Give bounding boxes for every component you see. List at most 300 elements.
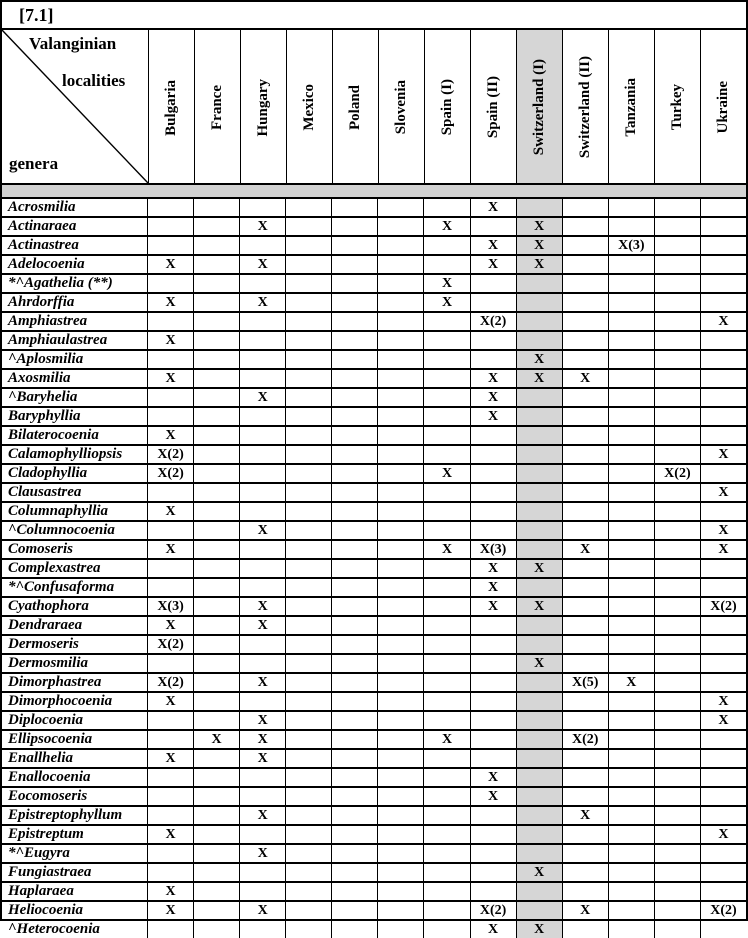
matrix-cell (377, 370, 423, 387)
table-row (2, 672, 746, 691)
column-header-bulgaria (149, 30, 194, 183)
matrix-cell (608, 332, 654, 349)
presence-mark: X (470, 921, 516, 938)
matrix-cell (331, 579, 377, 596)
matrix-cell (239, 332, 285, 349)
matrix-cell (331, 807, 377, 824)
matrix-cell (562, 256, 608, 273)
matrix-cell (516, 541, 562, 558)
matrix-cell (470, 864, 516, 881)
matrix-cell (239, 503, 285, 520)
matrix-cell (654, 902, 700, 919)
matrix-cell (423, 788, 469, 805)
matrix-cell (285, 446, 331, 463)
genus-name: Enallocoenia (2, 769, 148, 786)
column-header-label: Ukraine (715, 81, 731, 134)
genus-name: Actinastrea (2, 237, 148, 254)
matrix-cell (470, 351, 516, 368)
matrix-cell (654, 332, 700, 349)
matrix-cell (562, 655, 608, 672)
presence-mark: X (239, 712, 285, 729)
matrix-cell (193, 788, 239, 805)
matrix-cell (423, 750, 469, 767)
matrix-cell (608, 408, 654, 425)
matrix-cell (700, 218, 746, 235)
column-header-mexico (286, 30, 332, 183)
matrix-cell (239, 313, 285, 330)
matrix-cell (470, 218, 516, 235)
matrix-cell (423, 313, 469, 330)
presence-mark: X (239, 845, 285, 862)
matrix-cell (285, 237, 331, 254)
table-row (2, 330, 746, 349)
matrix-cell (377, 218, 423, 235)
presence-mark: X (470, 788, 516, 805)
matrix-cell (608, 712, 654, 729)
matrix-cell (562, 199, 608, 216)
table-row (2, 292, 746, 311)
table-row (2, 862, 746, 881)
matrix-cell (377, 598, 423, 615)
table-row (2, 615, 746, 634)
matrix-cell (331, 465, 377, 482)
genus-name: Cyathophora (2, 598, 148, 615)
matrix-cell (654, 484, 700, 501)
matrix-cell (193, 541, 239, 558)
matrix-cell (423, 674, 469, 691)
matrix-cell (331, 313, 377, 330)
column-headers (149, 30, 746, 183)
matrix-cell (331, 655, 377, 672)
matrix-cell (331, 712, 377, 729)
matrix-cell (285, 902, 331, 919)
presence-mark: X (516, 655, 562, 672)
matrix-cell (148, 522, 193, 539)
matrix-cell (516, 294, 562, 311)
matrix-cell (193, 256, 239, 273)
matrix-cell (239, 864, 285, 881)
matrix-cell (285, 788, 331, 805)
presence-mark: X(2) (654, 465, 700, 482)
matrix-cell (700, 864, 746, 881)
matrix-cell (608, 807, 654, 824)
matrix-cell (654, 503, 700, 520)
matrix-cell (377, 427, 423, 444)
matrix-cell (470, 693, 516, 710)
column-header-hungary (240, 30, 286, 183)
column-header-ukraine (700, 30, 746, 183)
presence-mark: X (239, 218, 285, 235)
matrix-cell (285, 332, 331, 349)
presence-mark: X (700, 522, 746, 539)
matrix-cell (239, 275, 285, 292)
matrix-cell (239, 484, 285, 501)
matrix-cell (654, 351, 700, 368)
matrix-cell (654, 845, 700, 862)
matrix-cell (608, 617, 654, 634)
column-header-tanzania (608, 30, 654, 183)
genus-name: Columnaphyllia (2, 503, 148, 520)
matrix-cell (148, 484, 193, 501)
matrix-cell (608, 921, 654, 938)
matrix-cell (470, 617, 516, 634)
matrix-cell (423, 807, 469, 824)
column-header-label: Tanzania (623, 78, 639, 137)
matrix-cell (423, 864, 469, 881)
matrix-cell (700, 731, 746, 748)
table-row (2, 368, 746, 387)
matrix-cell (331, 598, 377, 615)
table-header-row (2, 30, 746, 185)
matrix-cell (331, 332, 377, 349)
table-row (2, 748, 746, 767)
matrix-cell (700, 275, 746, 292)
matrix-cell (700, 389, 746, 406)
table-row (2, 482, 746, 501)
matrix-cell (285, 826, 331, 843)
matrix-cell (516, 484, 562, 501)
figure-label: [7.1] (19, 4, 54, 25)
matrix-cell (654, 199, 700, 216)
matrix-cell (562, 332, 608, 349)
matrix-cell (562, 883, 608, 900)
matrix-cell (331, 845, 377, 862)
matrix-cell (608, 636, 654, 653)
matrix-cell (700, 655, 746, 672)
matrix-cell (700, 921, 746, 938)
matrix-cell (239, 769, 285, 786)
matrix-cell (285, 845, 331, 862)
matrix-cell (608, 541, 654, 558)
matrix-cell (331, 693, 377, 710)
matrix-cell (331, 275, 377, 292)
table-row (2, 843, 746, 862)
column-header-label: Slovenia (393, 80, 409, 135)
matrix-cell (654, 294, 700, 311)
matrix-cell (377, 636, 423, 653)
matrix-cell (193, 693, 239, 710)
matrix-cell (423, 408, 469, 425)
matrix-cell (193, 674, 239, 691)
matrix-cell (193, 598, 239, 615)
matrix-cell (193, 769, 239, 786)
presence-mark: X(2) (157, 465, 184, 481)
presence-mark: X (165, 503, 176, 519)
matrix-cell (148, 351, 193, 368)
matrix-cell (700, 807, 746, 824)
matrix-cell (654, 237, 700, 254)
matrix-cell (562, 427, 608, 444)
presence-mark: X(2) (562, 731, 608, 748)
matrix-cell (285, 750, 331, 767)
presence-mark: X(2) (157, 674, 184, 690)
matrix-cell (285, 883, 331, 900)
matrix-cell (285, 218, 331, 235)
matrix-cell (377, 674, 423, 691)
matrix-cell (608, 275, 654, 292)
presence-mark: X (470, 370, 516, 387)
matrix-cell (423, 389, 469, 406)
matrix-cell (239, 693, 285, 710)
genus-name: Calamophylliopsis (2, 446, 148, 463)
matrix-cell (331, 902, 377, 919)
matrix-cell (562, 712, 608, 729)
matrix-cell (423, 579, 469, 596)
matrix-cell (562, 579, 608, 596)
presence-mark: X (239, 902, 285, 919)
matrix-cell (516, 522, 562, 539)
matrix-cell (148, 731, 193, 748)
presence-mark: X(3) (470, 541, 516, 558)
genus-name: Epistreptum (2, 826, 148, 843)
column-header-spain-i (424, 30, 470, 183)
table-row (2, 539, 746, 558)
matrix-cell (654, 883, 700, 900)
table-row (2, 558, 746, 577)
table-row (2, 406, 746, 425)
matrix-cell (331, 731, 377, 748)
matrix-cell (193, 864, 239, 881)
matrix-cell (423, 237, 469, 254)
matrix-cell (377, 902, 423, 919)
matrix-cell (239, 351, 285, 368)
table-row (2, 786, 746, 805)
matrix-cell (239, 788, 285, 805)
matrix-cell (285, 351, 331, 368)
genus-name: Diplocoenia (2, 712, 148, 729)
matrix-cell (516, 788, 562, 805)
matrix-cell (285, 294, 331, 311)
presence-mark: X (562, 902, 608, 919)
genus-name: *^Confusaforma (2, 579, 148, 596)
presence-mark: X (423, 731, 469, 748)
presence-mark: X (516, 921, 562, 938)
table-row (2, 577, 746, 596)
presence-mark: X (562, 370, 608, 387)
matrix-cell (608, 788, 654, 805)
matrix-cell (470, 332, 516, 349)
column-header-label: France (209, 85, 225, 130)
matrix-cell (331, 484, 377, 501)
matrix-cell (193, 522, 239, 539)
matrix-cell (148, 712, 193, 729)
matrix-cell (193, 294, 239, 311)
matrix-cell (423, 370, 469, 387)
matrix-cell (331, 427, 377, 444)
matrix-cell (193, 636, 239, 653)
matrix-cell (608, 731, 654, 748)
matrix-cell (562, 750, 608, 767)
matrix-cell (239, 427, 285, 444)
matrix-cell (148, 275, 193, 292)
presence-mark: X(2) (700, 598, 746, 615)
matrix-cell (285, 636, 331, 653)
matrix-cell (285, 674, 331, 691)
matrix-cell (516, 275, 562, 292)
matrix-cell (470, 826, 516, 843)
matrix-cell (654, 636, 700, 653)
matrix-cell (193, 465, 239, 482)
matrix-cell (516, 750, 562, 767)
matrix-cell (377, 617, 423, 634)
matrix-cell (377, 712, 423, 729)
matrix-cell (377, 826, 423, 843)
column-header-label: Spain (II) (485, 76, 501, 139)
presence-mark: X(2) (700, 902, 746, 919)
presence-mark: X (165, 750, 176, 766)
matrix-cell (239, 237, 285, 254)
matrix-cell (331, 864, 377, 881)
genus-name: ^Heterocoenia (2, 921, 148, 938)
matrix-cell (562, 351, 608, 368)
matrix-cell (654, 788, 700, 805)
matrix-cell (423, 845, 469, 862)
matrix-cell (654, 541, 700, 558)
matrix-cell (148, 788, 193, 805)
matrix-cell (654, 598, 700, 615)
presence-mark: X(2) (157, 446, 184, 462)
matrix-cell (423, 769, 469, 786)
matrix-cell (148, 845, 193, 862)
matrix-cell (423, 655, 469, 672)
matrix-cell (377, 883, 423, 900)
genus-name: Adelocoenia (2, 256, 148, 273)
matrix-cell (193, 883, 239, 900)
matrix-cell (608, 579, 654, 596)
matrix-cell (331, 522, 377, 539)
matrix-cell (377, 351, 423, 368)
genus-name: Ahrdorffia (2, 294, 148, 311)
matrix-cell (654, 370, 700, 387)
matrix-cell (654, 731, 700, 748)
presence-mark: X (700, 484, 746, 501)
matrix-body (2, 199, 746, 938)
genus-name: Cladophyllia (2, 465, 148, 482)
matrix-cell (608, 750, 654, 767)
genus-name: *^Eugyra (2, 845, 148, 862)
matrix-cell (377, 275, 423, 292)
column-header-spain-ii (470, 30, 516, 183)
matrix-cell (608, 199, 654, 216)
genus-name: Epistreptophyllum (2, 807, 148, 824)
matrix-cell (377, 864, 423, 881)
matrix-cell (148, 218, 193, 235)
genus-name: ^Columnocoenia (2, 522, 148, 539)
matrix-cell (608, 256, 654, 273)
genus-name: Dimorphastrea (2, 674, 148, 691)
matrix-cell (562, 598, 608, 615)
matrix-cell (654, 674, 700, 691)
column-header-label: Hungary (255, 78, 271, 137)
matrix-cell (377, 921, 423, 938)
column-header-label: Switzerland (II) (577, 56, 593, 159)
presence-mark: X (700, 826, 746, 843)
table-row (2, 596, 746, 615)
matrix-cell (654, 313, 700, 330)
matrix-cell (285, 484, 331, 501)
table-row (2, 463, 746, 482)
matrix-cell (608, 598, 654, 615)
presence-mark: X (470, 199, 516, 216)
presence-mark: X (239, 750, 285, 767)
table-row (2, 199, 746, 216)
presence-mark: X (423, 294, 469, 311)
matrix-cell (423, 199, 469, 216)
matrix-cell (516, 465, 562, 482)
matrix-cell (331, 199, 377, 216)
presence-mark: X (470, 256, 516, 273)
matrix-cell (377, 199, 423, 216)
presence-mark: X (470, 598, 516, 615)
matrix-cell (377, 522, 423, 539)
matrix-cell (148, 921, 193, 938)
genus-name: Amphiastrea (2, 313, 148, 330)
matrix-cell (239, 826, 285, 843)
genus-name: *^Agathelia (**) (2, 275, 148, 292)
table-row (2, 254, 746, 273)
matrix-cell (516, 408, 562, 425)
matrix-cell (193, 218, 239, 235)
matrix-cell (148, 313, 193, 330)
presence-mark: X (608, 674, 654, 691)
table-row (2, 387, 746, 406)
matrix-cell (423, 826, 469, 843)
matrix-cell (516, 807, 562, 824)
matrix-cell (608, 845, 654, 862)
presence-mark: X (165, 256, 176, 272)
matrix-cell (285, 199, 331, 216)
separator-band (2, 185, 746, 199)
figure-label-row (2, 2, 746, 30)
presence-mark: X(5) (562, 674, 608, 691)
matrix-cell (423, 503, 469, 520)
matrix-cell (608, 902, 654, 919)
matrix-cell (470, 427, 516, 444)
corner-columns-label: localities (62, 71, 126, 90)
matrix-cell (148, 655, 193, 672)
presence-mark: X (423, 218, 469, 235)
matrix-cell (285, 560, 331, 577)
matrix-cell (562, 636, 608, 653)
matrix-cell (700, 788, 746, 805)
presence-mark: X(2) (470, 313, 516, 330)
matrix-cell (285, 655, 331, 672)
matrix-cell (285, 408, 331, 425)
matrix-cell (423, 256, 469, 273)
matrix-cell (470, 655, 516, 672)
presence-mark: X (516, 370, 562, 387)
matrix-cell (608, 370, 654, 387)
matrix-cell (285, 617, 331, 634)
matrix-cell (285, 256, 331, 273)
matrix-cell (516, 446, 562, 463)
matrix-cell (423, 693, 469, 710)
matrix-cell (193, 807, 239, 824)
genus-name: Eocomoseris (2, 788, 148, 805)
matrix-cell (193, 921, 239, 938)
presence-mark: X (562, 807, 608, 824)
matrix-cell (654, 826, 700, 843)
matrix-cell (654, 712, 700, 729)
matrix-cell (654, 921, 700, 938)
matrix-cell (516, 503, 562, 520)
genus-name: Dimorphocoenia (2, 693, 148, 710)
matrix-cell (516, 617, 562, 634)
matrix-cell (470, 712, 516, 729)
presence-mark: X(2) (157, 636, 184, 652)
matrix-cell (470, 750, 516, 767)
matrix-cell (239, 408, 285, 425)
